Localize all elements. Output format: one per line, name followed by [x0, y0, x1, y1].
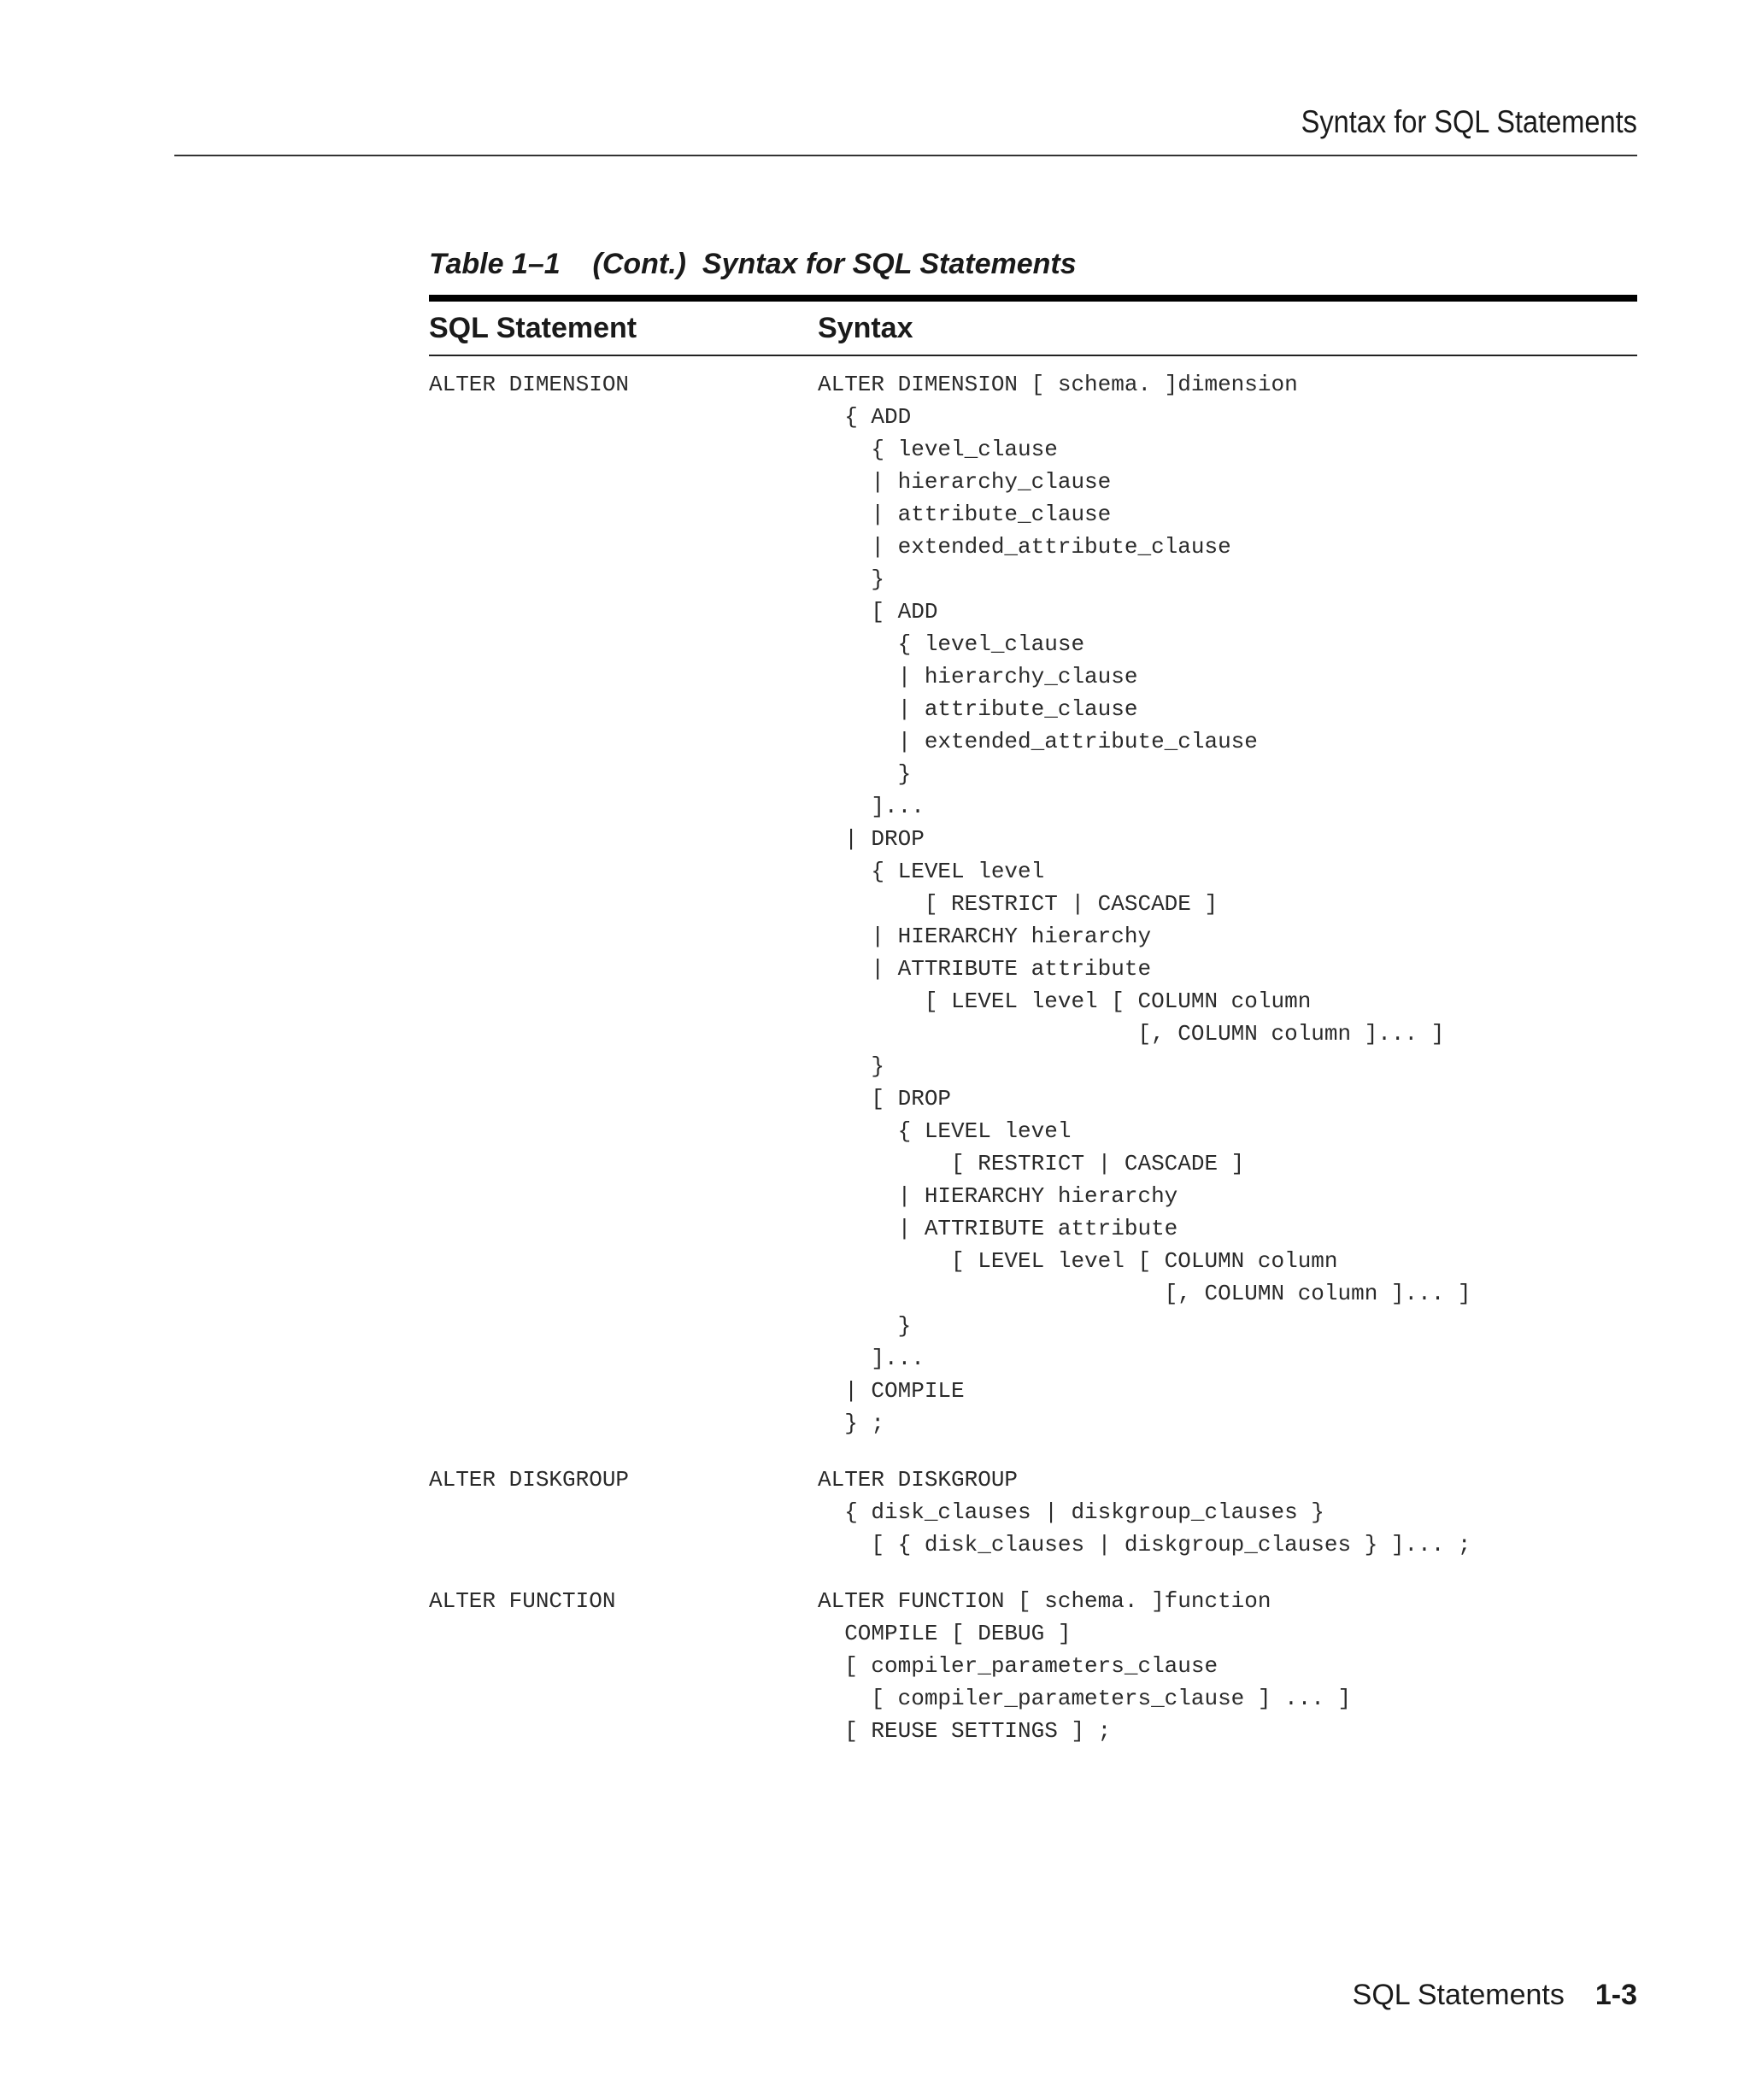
syntax-cell: [818, 368, 1637, 1440]
syntax-cell: [818, 1585, 1637, 1747]
syntax-line: [ LEVEL level [ COLUMN column: [818, 1248, 1338, 1274]
syntax-line: | ATTRIBUTE attribute: [818, 956, 1152, 982]
header-divider: [174, 155, 1637, 156]
table-body: [429, 356, 1637, 1747]
syntax-line: [ DROP: [818, 1086, 952, 1112]
syntax-line: ]...: [818, 1346, 925, 1371]
syntax-line: | extended_attribute_clause: [818, 534, 1231, 560]
syntax-line: [, COLUMN column ]... ]: [818, 1021, 1445, 1047]
syntax-line: ]...: [818, 794, 925, 819]
column-header-sql-statement: SQL Statement: [429, 311, 637, 344]
syntax-line: }: [818, 761, 912, 787]
syntax-line: }: [818, 1313, 912, 1339]
syntax-line: | extended_attribute_clause: [818, 729, 1258, 754]
syntax-line: { ADD: [818, 404, 912, 430]
syntax-line: [ REUSE SETTINGS ] ;: [818, 1718, 1112, 1744]
footer-section-title: SQL Statements: [1352, 1979, 1565, 2011]
syntax-line: | HIERARCHY hierarchy: [818, 1183, 1178, 1209]
syntax-line: { disk_clauses | diskgroup_clauses }: [818, 1499, 1324, 1525]
syntax-line: | ATTRIBUTE attribute: [818, 1216, 1178, 1241]
table-row: [429, 1585, 1637, 1747]
syntax-line: ALTER DIMENSION [ schema. ]dimension: [818, 372, 1298, 397]
syntax-line: ALTER DISKGROUP: [818, 1467, 1019, 1493]
syntax-line: }: [818, 1053, 885, 1079]
syntax-table: [429, 248, 1637, 1771]
syntax-line: [ ADD: [818, 599, 938, 625]
syntax-line: [ { disk_clauses | diskgroup_clauses } ]... ;: [818, 1532, 1471, 1557]
syntax-line: | attribute_clause: [818, 502, 1112, 527]
syntax-line: { level_clause: [818, 437, 1058, 462]
sql-statement-cell: ALTER FUNCTION: [429, 1588, 616, 1614]
table-row: [429, 1464, 1637, 1561]
sql-statement-cell: ALTER DIMENSION: [429, 372, 630, 397]
syntax-line: }: [818, 566, 885, 592]
syntax-line: { LEVEL level: [818, 859, 1045, 884]
syntax-line: [ compiler_parameters_clause: [818, 1653, 1219, 1679]
column-header-syntax: Syntax: [818, 311, 913, 344]
syntax-line: [, COLUMN column ]... ]: [818, 1281, 1471, 1306]
syntax-line: } ;: [818, 1411, 885, 1436]
page-number: 1-3: [1594, 1979, 1637, 2011]
sql-statement-cell: ALTER DISKGROUP: [429, 1467, 630, 1493]
table-row: [429, 368, 1637, 1440]
table-top-rule: [429, 295, 1637, 302]
syntax-line: | hierarchy_clause: [818, 664, 1138, 689]
syntax-cell: [818, 1464, 1637, 1561]
syntax-line: [ RESTRICT | CASCADE ]: [818, 1151, 1245, 1176]
syntax-line: | HIERARCHY hierarchy: [818, 924, 1152, 949]
syntax-line: | hierarchy_clause: [818, 469, 1112, 495]
syntax-line: COMPILE [ DEBUG ]: [818, 1621, 1072, 1646]
syntax-line: { LEVEL level: [818, 1118, 1072, 1144]
table-caption: Table 1–1 (Cont.) Syntax for SQL Statements: [429, 248, 1077, 280]
syntax-line: [ RESTRICT | CASCADE ]: [818, 891, 1219, 917]
syntax-line: { level_clause: [818, 631, 1085, 657]
syntax-line: | attribute_clause: [818, 696, 1138, 722]
page-footer: [1353, 1979, 1637, 2012]
syntax-line: ALTER FUNCTION [ schema. ]function: [818, 1588, 1271, 1614]
running-head: Syntax for SQL Statements: [1301, 104, 1637, 139]
syntax-line: [ compiler_parameters_clause ] ... ]: [818, 1686, 1352, 1711]
syntax-line: | COMPILE: [818, 1378, 965, 1404]
syntax-line: | DROP: [818, 826, 925, 852]
syntax-line: [ LEVEL level [ COLUMN column: [818, 988, 1312, 1014]
table-header-row: [429, 302, 1637, 356]
